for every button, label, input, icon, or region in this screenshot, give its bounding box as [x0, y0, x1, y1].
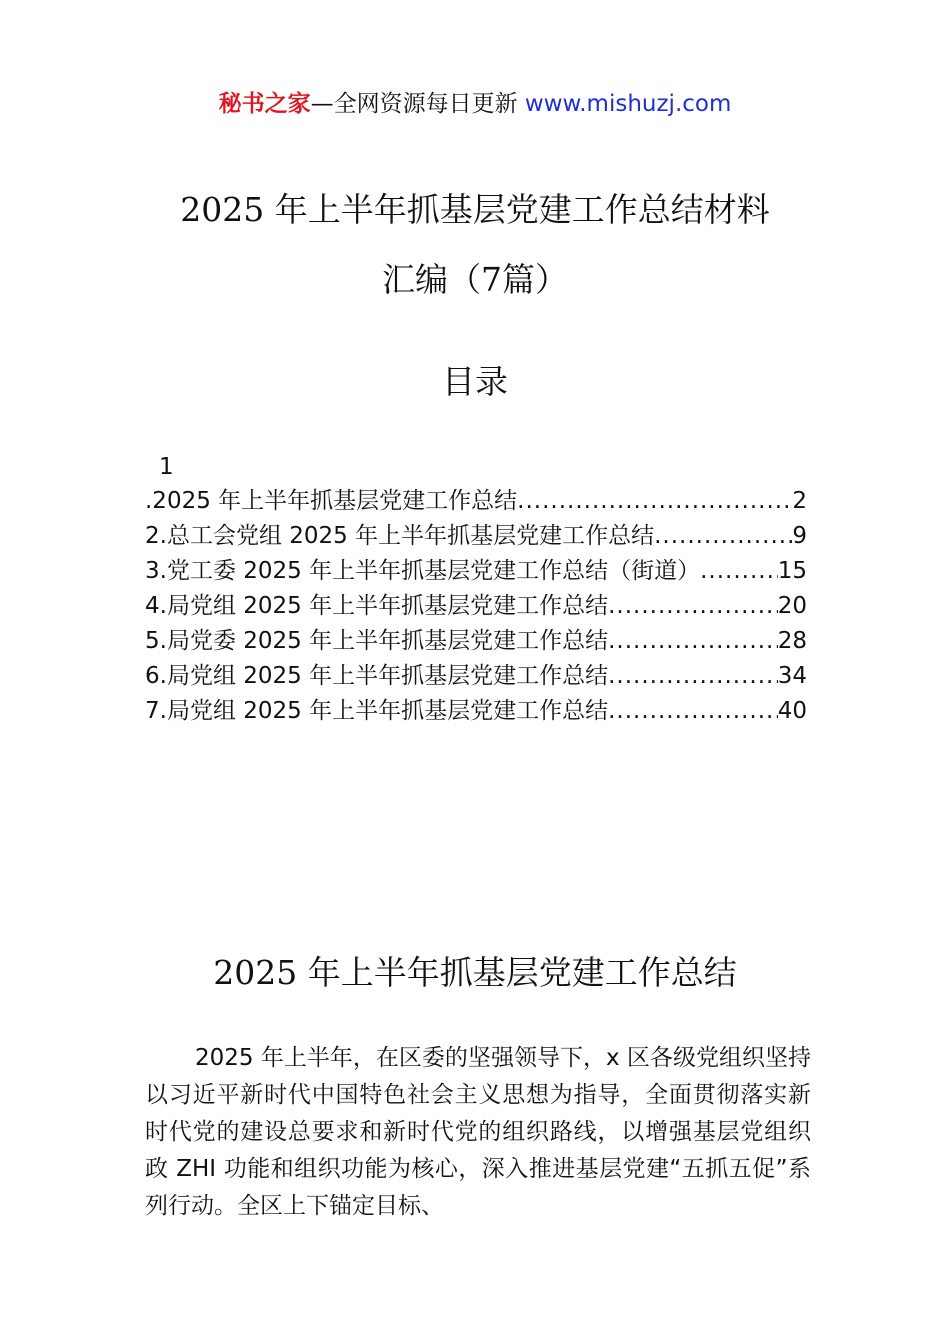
title-line2-num: 7 — [481, 260, 502, 299]
toc-entry-6[interactable] — [145, 659, 807, 694]
title-year: 2025 — [180, 190, 265, 229]
toc-entry-title: 2.总工会党组 2025 年上半年抓基层党建工作总结 — [145, 523, 655, 549]
toc-entry-4[interactable] — [145, 589, 807, 624]
document-title-line-2 — [0, 258, 950, 302]
toc-page-number: 15 — [777, 558, 807, 584]
toc-entry-title: 3.党工委 2025 年上半年抓基层党建工作总结（街道） — [145, 558, 701, 584]
header-tagline: —全网资源每日更新 — [310, 91, 518, 117]
toc-entry-5[interactable] — [145, 624, 807, 659]
toc-leader-dots — [608, 694, 778, 729]
section-title — [0, 950, 950, 996]
toc-entry-title: 6.局党组 2025 年上半年抓基层党建工作总结 — [145, 663, 609, 689]
toc-entry-title: 4.局党组 2025 年上半年抓基层党建工作总结 — [145, 593, 609, 619]
site-header — [0, 88, 950, 120]
section-title-year: 2025 — [213, 953, 298, 992]
toc-heading: 目录 — [442, 362, 508, 401]
toc-entry-7[interactable] — [145, 694, 807, 729]
brand-name: 秘书之家 — [218, 91, 311, 117]
toc-leader-dots — [700, 554, 778, 589]
toc-entry-3[interactable] — [145, 554, 807, 589]
toc-page-number: 20 — [777, 593, 807, 619]
toc-page-number: 2 — [792, 488, 807, 514]
toc-page-number: 9 — [792, 523, 807, 549]
toc-leader-dots — [608, 659, 778, 694]
title-line2-post: 篇） — [502, 260, 568, 299]
toc-first-number: 1 — [159, 454, 174, 480]
document-title-line-1 — [0, 188, 950, 232]
toc-entry-title: .2025 年上半年抓基层党建工作总结 — [145, 488, 518, 514]
site-url-link[interactable]: www.mishuzj.com — [524, 91, 732, 117]
toc-leader-dots — [608, 589, 778, 624]
section-title-text: 年上半年抓基层党建工作总结 — [307, 953, 737, 992]
body-paragraph: 2025 年上半年，在区委的坚强领导下，x 区各级党组织坚持以习近平新时代中国特色社会主义思想为指导，全面贯彻落实新时代党的建设总要求和新时代党的组织路线，以增强基层党组织政 ZHI 功能和组织功能为核心，深入推进基层党建“五抓五促”系列行动。全区上下锚定目标、 — [145, 1045, 811, 1219]
toc-leader-dots — [608, 624, 778, 659]
title-line1-text: 年上半年抓基层党建工作总结材料 — [274, 190, 770, 229]
toc-entry-title: 7.局党组 2025 年上半年抓基层党建工作总结 — [145, 698, 609, 724]
title-line2-pre: 汇编（ — [382, 260, 481, 299]
table-of-contents — [145, 450, 807, 729]
toc-entry-1[interactable] — [145, 484, 807, 519]
toc-leader-dots — [517, 484, 792, 519]
toc-entry-title: 5.局党委 2025 年上半年抓基层党建工作总结 — [145, 628, 609, 654]
toc-leader-dots — [654, 519, 792, 554]
toc-page-number: 28 — [777, 628, 807, 654]
toc-entry-2[interactable] — [145, 519, 807, 554]
toc-page-number: 34 — [777, 663, 807, 689]
toc-page-number: 40 — [777, 698, 807, 724]
